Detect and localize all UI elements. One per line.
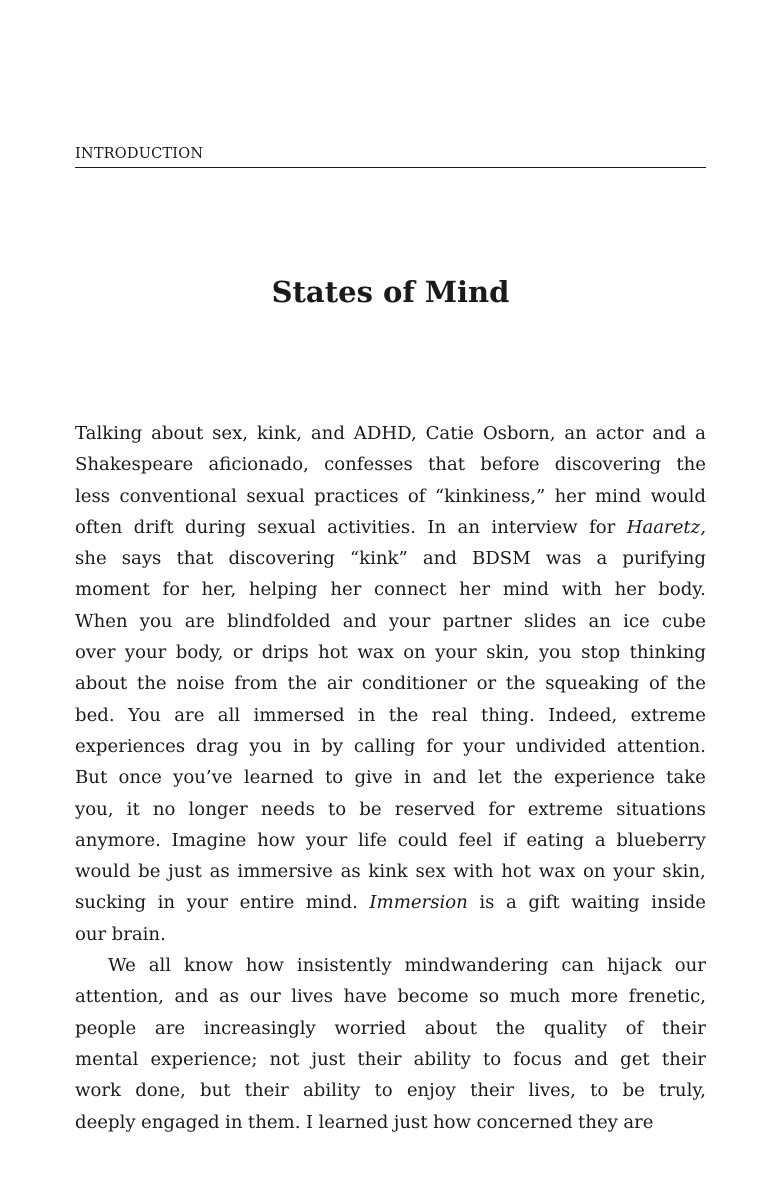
word: BDSM <box>472 548 531 570</box>
text-line <box>75 794 706 825</box>
word: enjoy <box>406 1080 456 1102</box>
word: mindwandering <box>404 955 549 977</box>
text-line <box>75 1107 706 1138</box>
word: wax <box>538 861 576 883</box>
word: Imagine <box>171 829 247 851</box>
word: in <box>357 704 376 726</box>
word: an <box>564 423 587 444</box>
word: not <box>269 1048 300 1070</box>
word: over <box>75 642 116 664</box>
word: kink, <box>256 423 303 444</box>
text-line <box>75 762 706 793</box>
word: the <box>513 767 543 789</box>
word: how <box>433 1111 472 1133</box>
word: longer <box>188 798 248 820</box>
word: blindfolded <box>226 610 331 632</box>
word: or <box>232 642 253 664</box>
word: your <box>463 735 505 757</box>
word: a <box>506 892 517 914</box>
word: the <box>676 454 706 476</box>
word: they <box>578 1111 618 1133</box>
word: much <box>509 986 561 1008</box>
word: ice <box>623 610 650 632</box>
word: thinking <box>629 642 706 664</box>
word: activities. <box>327 516 416 538</box>
word: entire <box>239 892 295 914</box>
word: are <box>184 610 215 632</box>
word: body. <box>658 579 706 601</box>
word: would <box>650 485 706 507</box>
word: as <box>219 986 240 1008</box>
word: needs <box>260 798 315 820</box>
word: kink <box>368 861 408 883</box>
word: you <box>538 642 572 664</box>
word: ability <box>303 1080 361 1102</box>
word: that <box>176 548 214 570</box>
word: so <box>479 986 500 1008</box>
word: are <box>623 1111 654 1133</box>
word: just <box>311 1048 346 1070</box>
word: would <box>75 861 131 883</box>
word: our <box>75 923 107 945</box>
word: of <box>407 485 426 507</box>
word: conventional <box>119 485 237 507</box>
word: during <box>185 516 246 538</box>
paragraph <box>75 418 706 950</box>
word: it <box>126 798 140 820</box>
word: was <box>545 548 582 570</box>
word: Osborn, <box>482 423 556 444</box>
word: partner <box>442 610 512 632</box>
word: a <box>695 423 706 444</box>
word: eating <box>526 829 585 851</box>
word: Immersion <box>369 892 468 914</box>
word: on <box>403 642 426 664</box>
word: frenetic, <box>628 986 706 1008</box>
word: Shakespeare <box>75 454 194 476</box>
word: but <box>200 1080 231 1102</box>
word: their <box>357 1048 402 1070</box>
word: lives, <box>528 1080 576 1102</box>
word: done, <box>135 1080 186 1102</box>
word: on <box>582 861 606 883</box>
word: in <box>292 735 311 757</box>
word: increasingly <box>203 1017 316 1039</box>
word: mind <box>595 485 642 507</box>
word: to <box>327 798 347 820</box>
word: the <box>388 704 419 726</box>
word: conditioner <box>361 673 467 695</box>
paragraph <box>75 950 706 1138</box>
word: hot <box>501 861 532 883</box>
word: But <box>75 767 108 789</box>
word: actor <box>595 423 644 444</box>
chapter-title: States of Mind <box>271 275 510 309</box>
text-line <box>75 856 706 887</box>
word: by <box>321 735 344 757</box>
word: your <box>435 642 477 664</box>
text-line <box>75 981 706 1012</box>
word: of <box>649 673 667 695</box>
word: give <box>354 767 393 789</box>
word: how <box>257 829 296 851</box>
word: mind. <box>305 892 358 914</box>
word: quality <box>543 1017 607 1039</box>
word: “kink” <box>349 548 408 570</box>
word: how <box>245 955 284 977</box>
word: immersive <box>237 861 333 883</box>
word: sexual <box>246 485 305 507</box>
word: in <box>404 767 422 789</box>
word: be <box>359 798 382 820</box>
word: deeply <box>75 1111 136 1133</box>
word: mind <box>502 579 550 601</box>
word: about <box>75 673 128 695</box>
word: the <box>505 673 536 695</box>
word: our <box>249 986 281 1008</box>
word: your <box>613 861 655 883</box>
word: anymore. <box>75 829 161 851</box>
word: the <box>136 673 167 695</box>
word: connect <box>374 579 447 601</box>
word: reserved <box>394 798 476 820</box>
word: for <box>426 735 453 757</box>
word: Indeed, <box>548 704 618 726</box>
word: her <box>614 579 646 601</box>
text-line <box>75 1013 706 1044</box>
word: and <box>174 986 209 1008</box>
word: truly, <box>659 1080 706 1102</box>
word: sex, <box>212 423 249 444</box>
word: sex <box>415 861 446 883</box>
word: aficionado, <box>208 454 309 476</box>
word: an <box>588 610 611 632</box>
text-line <box>75 1044 706 1075</box>
word: drips <box>261 642 309 664</box>
word: a <box>596 548 608 570</box>
word: hijack <box>606 955 662 977</box>
word: all <box>148 955 172 977</box>
word: When <box>75 610 128 632</box>
word: skin, <box>486 642 530 664</box>
word: you, <box>75 798 114 820</box>
word: squeaking <box>545 673 640 695</box>
word: extreme <box>630 704 706 726</box>
word: no <box>152 798 176 820</box>
word: concerned <box>476 1111 573 1133</box>
text-line <box>75 574 706 605</box>
text-line <box>75 825 706 856</box>
word: you <box>249 735 283 757</box>
word: situations <box>616 798 706 820</box>
text-line <box>75 887 706 918</box>
word: of <box>625 1017 644 1039</box>
word: wax <box>357 642 394 664</box>
word: as <box>340 861 361 883</box>
word: is <box>479 892 495 914</box>
text-line <box>75 606 706 637</box>
text-line <box>75 418 706 449</box>
word: I <box>305 1111 314 1133</box>
word: about <box>424 1017 477 1039</box>
word: know <box>184 955 233 977</box>
word: could <box>397 829 448 851</box>
word: Haaretz, <box>626 516 706 538</box>
body-text <box>75 418 706 1138</box>
word: to <box>374 1080 393 1102</box>
text-line <box>75 481 706 512</box>
text-line <box>75 1075 706 1106</box>
word: more <box>570 986 619 1008</box>
word: extreme <box>527 798 604 820</box>
word: noise <box>176 673 225 695</box>
word: interview <box>491 516 578 538</box>
word: people <box>75 1017 137 1039</box>
word: and <box>310 423 345 444</box>
word: gift <box>528 892 560 914</box>
word: the <box>495 1017 526 1039</box>
text-line <box>75 700 706 731</box>
word: In <box>427 516 447 538</box>
word: Talking <box>75 423 143 444</box>
word: air <box>326 673 353 695</box>
word: practices <box>314 485 399 507</box>
word: or <box>476 673 497 695</box>
word: become <box>397 986 469 1008</box>
text-line <box>75 449 706 480</box>
word: We <box>108 955 136 977</box>
word: experiences <box>75 735 186 757</box>
word: worried <box>334 1017 407 1039</box>
word: their <box>244 1080 289 1102</box>
word: calling <box>353 735 416 757</box>
word: with <box>453 861 494 883</box>
word: her <box>330 579 362 601</box>
word: brain. <box>111 923 166 945</box>
word: immersed <box>253 704 345 726</box>
word: their <box>661 1048 706 1070</box>
word: if <box>503 829 516 851</box>
word: their <box>470 1080 515 1102</box>
word: she <box>75 548 107 570</box>
text-line <box>75 543 706 574</box>
word: Catie <box>425 423 474 444</box>
word: experience <box>554 767 655 789</box>
word: “kinkiness,” <box>434 485 546 507</box>
word: insistently <box>296 955 392 977</box>
word: lives <box>291 986 334 1008</box>
word: your <box>186 892 229 914</box>
word: body, <box>175 642 224 664</box>
word: sexual <box>257 516 316 538</box>
word: your <box>388 610 431 632</box>
word: discovering <box>228 548 335 570</box>
word: to <box>590 1080 609 1102</box>
word: cube <box>661 610 706 632</box>
word: thing. <box>481 704 535 726</box>
word: all <box>217 704 241 726</box>
text-line <box>75 731 706 762</box>
word: and <box>652 423 687 444</box>
word: blueberry <box>616 829 706 851</box>
word: about <box>151 423 204 444</box>
word: her <box>459 579 491 601</box>
word: their <box>661 1017 706 1039</box>
text-line <box>75 668 706 699</box>
word: that <box>428 454 466 476</box>
word: the <box>287 673 318 695</box>
word: inside <box>651 892 706 914</box>
word: her, <box>201 579 237 601</box>
word: you’ve <box>173 767 233 789</box>
word: skin, <box>662 861 706 883</box>
word: learned <box>318 1111 389 1133</box>
word: from <box>234 673 278 695</box>
word: are <box>154 1017 186 1039</box>
word: have <box>343 986 387 1008</box>
word: and <box>422 548 457 570</box>
word: just <box>168 861 202 883</box>
word: work <box>75 1080 121 1102</box>
word: less <box>75 485 111 507</box>
word: mental <box>75 1048 139 1070</box>
word: and <box>432 767 467 789</box>
word: can <box>561 955 594 977</box>
word: our <box>674 955 706 977</box>
text-line <box>75 512 706 543</box>
word: says <box>121 548 162 570</box>
word: are <box>174 704 205 726</box>
word: feel <box>458 829 493 851</box>
word: a <box>594 829 606 851</box>
word: to <box>325 767 344 789</box>
word: take <box>666 767 706 789</box>
word: for <box>589 516 616 538</box>
word: hot <box>318 642 348 664</box>
word: be <box>622 1080 645 1102</box>
word: stop <box>581 642 621 664</box>
word: and <box>342 610 377 632</box>
word: attention. <box>616 735 706 757</box>
word: let <box>478 767 502 789</box>
word: them. <box>247 1111 301 1133</box>
word: your <box>305 829 348 851</box>
word: in <box>225 1111 243 1133</box>
text-line <box>75 950 706 981</box>
running-head: INTRODUCTION <box>75 145 706 168</box>
word: your <box>124 642 167 664</box>
word: undivided <box>515 735 607 757</box>
word: be <box>138 861 161 883</box>
word: ability <box>413 1048 471 1070</box>
word: often <box>75 516 123 538</box>
word: with <box>561 579 602 601</box>
word: bed. <box>75 704 115 726</box>
text-line <box>75 637 706 668</box>
word: confesses <box>324 454 413 476</box>
word: waiting <box>571 892 640 914</box>
word: in <box>157 892 176 914</box>
word: slides <box>523 610 577 632</box>
word: ADHD, <box>353 423 417 444</box>
word: engaged <box>141 1111 220 1133</box>
word: discovering <box>554 454 662 476</box>
word: sucking <box>75 892 147 914</box>
word: for <box>488 798 515 820</box>
word: real <box>431 704 468 726</box>
word: the <box>676 673 706 695</box>
word: get <box>620 1048 650 1070</box>
word: as <box>209 861 230 883</box>
word: learned <box>243 767 314 789</box>
word: focus <box>513 1048 562 1070</box>
word: you <box>139 610 173 632</box>
word: drift <box>133 516 174 538</box>
word: purifying <box>622 548 706 570</box>
word: moment <box>75 579 150 601</box>
word: her <box>554 485 586 507</box>
text-line <box>75 919 706 950</box>
word: You <box>127 704 161 726</box>
word: an <box>457 516 480 538</box>
word: for <box>162 579 189 601</box>
word: and <box>574 1048 609 1070</box>
word: just <box>393 1111 428 1133</box>
word: to <box>482 1048 502 1070</box>
word: once <box>118 767 162 789</box>
word: experience; <box>150 1048 258 1070</box>
word: drag <box>195 735 239 757</box>
word: helping <box>248 579 318 601</box>
word: life <box>358 829 387 851</box>
word: before <box>480 454 540 476</box>
word: attention, <box>75 986 165 1008</box>
